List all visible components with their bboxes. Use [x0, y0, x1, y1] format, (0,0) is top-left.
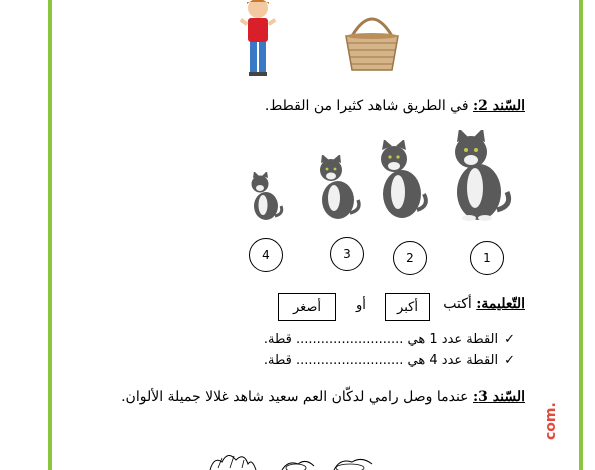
checkmark-icon: ✓ — [504, 332, 515, 347]
page-border-right — [579, 0, 583, 470]
answer-item-1-text: القطة عدد 1 هي .......................... قطة. — [263, 332, 499, 347]
answer-item-2 — [264, 353, 515, 368]
cat-medium-small — [312, 155, 364, 221]
cat-large — [445, 130, 515, 222]
cat-number-3: 3 — [330, 237, 364, 271]
cat-number-1: 1 — [470, 241, 504, 275]
sanad-2-label: السّند 2: — [472, 98, 525, 114]
instruction-label: التّعليمة: — [476, 296, 525, 312]
instruction-line — [443, 296, 525, 312]
basket-illustration — [342, 8, 402, 74]
sanad-2-text: في الطريق شاهد كثيرا من القطط. — [264, 98, 469, 114]
answer-item-2-text: القطة عدد 4 هي .......................... قطة. — [263, 353, 499, 368]
sanad-3-text: عندما وصل رامي لدكّان العم سعيد شاهد غلالا جميلة الألوان. — [121, 389, 469, 405]
cat-small — [246, 172, 286, 222]
word-box-smaller: أصغر — [278, 293, 336, 321]
page-border-left — [48, 0, 52, 470]
cat-number-2: 2 — [393, 241, 427, 275]
boy-illustration — [232, 0, 284, 78]
answer-item-1 — [264, 332, 515, 347]
checkmark-icon: ✓ — [504, 353, 515, 368]
cat-medium-large — [372, 140, 432, 220]
or-word: أو — [356, 298, 366, 313]
fruit-sketch-illustration — [200, 448, 390, 470]
sanad-3-line — [121, 389, 525, 405]
sanad-2-line — [265, 98, 525, 114]
sanad-3-label: السّند 3: — [472, 389, 525, 405]
instruction-verb: أكتب — [443, 296, 472, 312]
word-box-bigger: أكبر — [385, 293, 430, 321]
cat-number-4: 4 — [249, 238, 283, 272]
watermark: com. — [543, 402, 559, 440]
